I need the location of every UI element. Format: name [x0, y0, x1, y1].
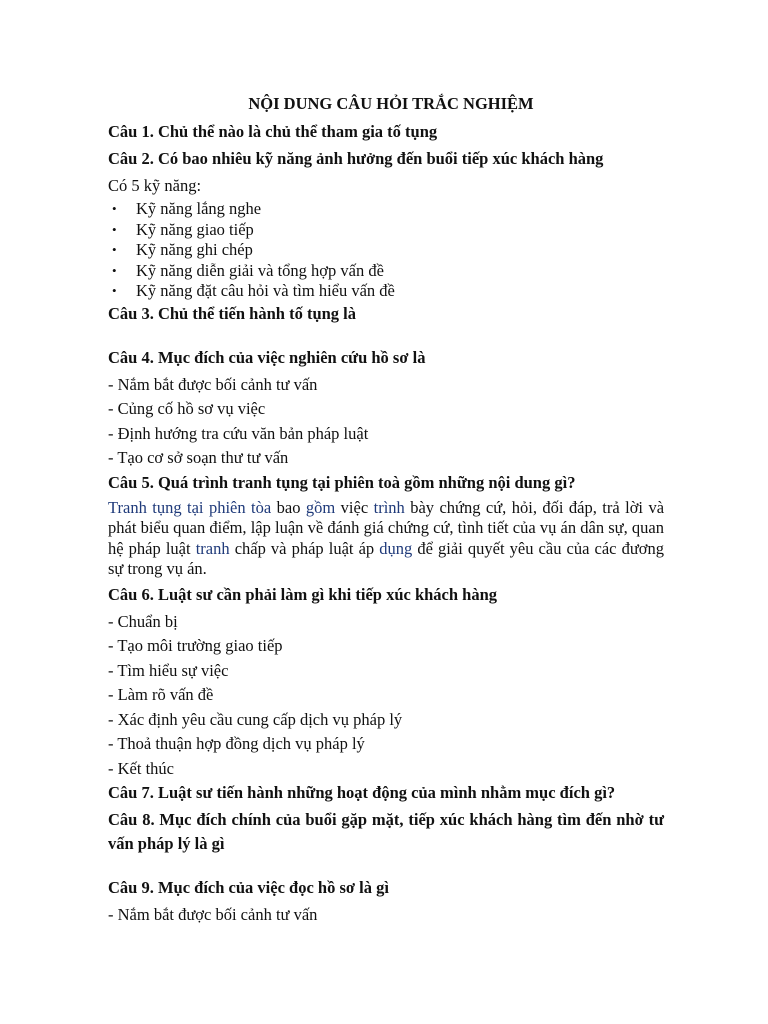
- question-2-intro: Có 5 kỹ năng:: [108, 176, 202, 195]
- question-9-answers: [108, 903, 664, 928]
- list-item: • Kỹ năng đặt câu hỏi và tìm hiểu vấn đề: [108, 281, 664, 302]
- answer-segment: Tranh tụng tại phiên tòa: [108, 497, 272, 517]
- list-item: - Làm rõ vấn đề: [108, 685, 214, 704]
- list-item: - Tạo cơ sở soạn thư tư vấn: [108, 448, 289, 467]
- answer-segment: chấp và pháp luật áp: [229, 538, 380, 558]
- answer-segment: bao: [271, 497, 306, 517]
- list-item: - Kết thúc: [108, 758, 174, 778]
- document-content: [108, 92, 664, 928]
- list-item: - Củng cố hồ sơ vụ việc: [108, 399, 266, 418]
- answer-segment: gồm: [305, 497, 336, 517]
- answer-segment: việc: [335, 497, 374, 517]
- question-3: Câu 3. Chủ thể tiến hành tố tụng là: [108, 303, 357, 323]
- question-8: Câu 8. Mục đích chính của buổi gặp mặt, tiếp xúc khách hàng tìm đến nhờ tư vấn pháp lý là gì: [108, 810, 664, 853]
- answer-segment: dụng: [379, 538, 413, 558]
- question-5: Câu 5. Quá trình tranh tụng tại phiên toà gồm những nội dung gì?: [108, 472, 576, 492]
- list-item: • Kỹ năng ghi chép: [108, 240, 664, 261]
- answer-segment: bày chứng cứ, hỏi, đối đáp, trả lời và phát biểu quan điểm, lập luận về đánh giá chứng cứ, tình tiết của vụ án dân sự, quan hệ pháp luật: [108, 497, 665, 558]
- question-6: Câu 6. Luật sư cần phải làm gì khi tiếp xúc khách hàng: [108, 584, 498, 604]
- list-item: - Nắm bắt được bối cảnh tư vấn: [108, 374, 318, 394]
- question-7: Câu 7. Luật sư tiến hành những hoạt động của mình nhằm mục đích gì?: [108, 783, 616, 802]
- list-item: - Nắm bắt được bối cảnh tư vấn: [108, 905, 318, 924]
- list-item: - Định hướng tra cứu văn bản pháp luật: [108, 423, 369, 443]
- question-4: Câu 4. Mục đích của việc nghiên cứu hồ sơ là: [108, 347, 426, 367]
- answer-segment: trình: [373, 497, 405, 517]
- list-item: - Chuẩn bị: [108, 611, 178, 631]
- question-4-answers: [108, 373, 664, 471]
- question-2-skill-list: [108, 199, 664, 302]
- list-item: - Thoả thuận hợp đồng dịch vụ pháp lý: [108, 734, 365, 753]
- answer-segment: để giải quyết yêu cầu của các đương sự trong vụ án.: [108, 538, 665, 578]
- list-item: - Xác định yêu cầu cung cấp dịch vụ pháp lý: [108, 709, 403, 729]
- question-6-answers: [108, 610, 664, 782]
- list-item: - Tạo môi trường giao tiếp: [108, 636, 283, 655]
- answer-segment: tranh: [195, 538, 230, 558]
- list-item: - Tìm hiểu sự việc: [108, 660, 229, 680]
- list-item: • Kỹ năng giao tiếp: [108, 220, 664, 241]
- question-2: Câu 2. Có bao nhiêu kỹ năng ảnh hưởng đến buổi tiếp xúc khách hàng: [108, 149, 604, 168]
- document-title: NỘI DUNG CÂU HỎI TRẮC NGHIỆM: [248, 94, 534, 113]
- list-item: • Kỹ năng lắng nghe: [108, 199, 664, 220]
- question-1: Câu 1. Chủ thể nào là chủ thể tham gia tố tụng: [108, 122, 438, 141]
- question-9: Câu 9. Mục đích của việc đọc hồ sơ là gì: [108, 878, 389, 897]
- list-item: • Kỹ năng diễn giải và tổng hợp vấn đề: [108, 261, 664, 282]
- question-5-answer: [108, 498, 664, 580]
